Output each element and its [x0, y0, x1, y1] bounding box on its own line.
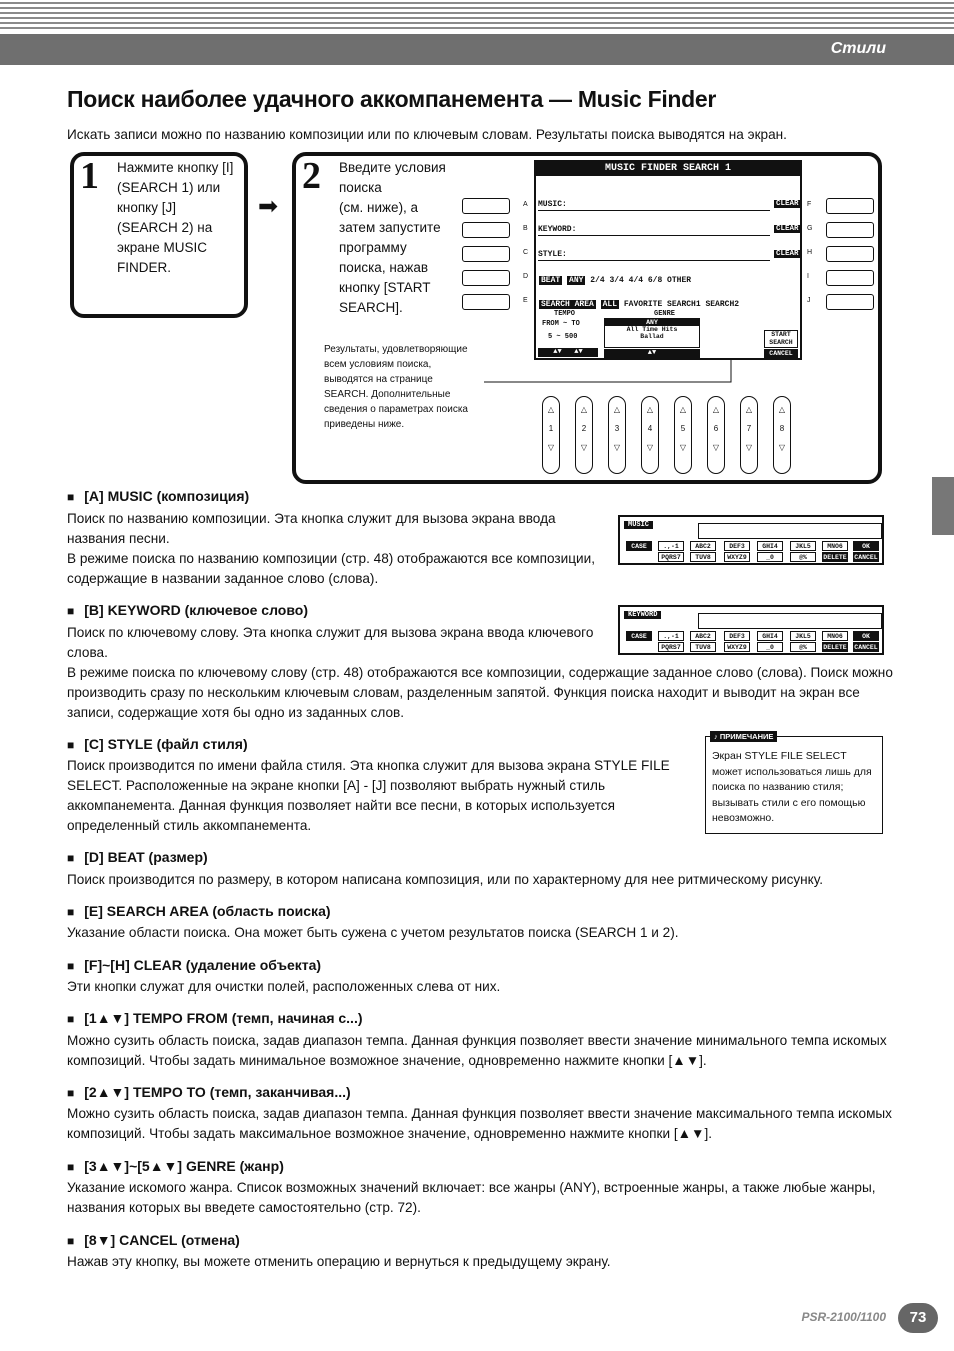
section-tempo-to-head: ■ [2▲▼] TEMPO TO (темп, заканчивая...)	[67, 1084, 351, 1100]
button-b[interactable]	[462, 222, 510, 238]
header-bar	[0, 34, 954, 65]
arrow-right-icon: ➡	[258, 193, 279, 220]
dial-2[interactable]: △ 2 ▽	[575, 396, 593, 474]
dial-8[interactable]: △ 8 ▽	[773, 396, 791, 474]
step2-text: Введите условия поиска (см. ниже), а затем запустите программу поиска, нажав кнопку [START SEARCH].	[339, 160, 446, 315]
section-e-text: Указание области поиска. Она может быть сужена с учетом результатов поиска (SEARCH 1 и 2).	[67, 925, 679, 940]
genre-label: GENRE	[654, 310, 676, 318]
dial-1[interactable]: △ 1 ▽	[542, 396, 560, 474]
beat-any[interactable]: ANY	[569, 276, 584, 285]
side-tab	[932, 477, 954, 535]
dial-6[interactable]: △ 6 ▽	[707, 396, 725, 474]
search-area-row	[539, 300, 739, 309]
beat-label: BEAT	[541, 276, 561, 285]
keyword-keys: CASE .,-1 ABC2 DEF3 GHI4 JKL5 MNO6 OK PQRS7 TUV8 WXYZ9 _0 @% DELETE CANCEL	[620, 629, 882, 653]
lcd-title: MUSIC FINDER SEARCH 1	[536, 162, 800, 176]
keyword-field[interactable]: KEYWORD:	[538, 225, 770, 236]
dial-5[interactable]: △ 5 ▽	[674, 396, 692, 474]
tempo-label: TEMPO	[554, 310, 576, 318]
letter-f: F	[807, 201, 812, 208]
letter-b: B	[523, 225, 528, 232]
section-b-text: Поиск по ключевому слову. Эта кнопка служит для вызова экрана ввода ключевого слова. В режиме поиска по ключевому слову (стр. 48) отображаются все композиции, содержащие заданное слово (слова). Поиск можно производить сразу по нескольким ключевым словам, разделенным запятой. Функция поиска находит и выводит на экран все записи, содержащие хотя бы одно из заданных слов.	[67, 625, 893, 720]
section-title: Стили	[830, 40, 886, 57]
clear-keyword[interactable]: CLEAR	[776, 225, 799, 233]
start-search-button[interactable]: START SEARCH	[764, 330, 798, 348]
tempo-from-to: FROM ~ TO	[542, 320, 580, 328]
tempo-arrows[interactable]: ▲▼ ▲▼	[538, 348, 598, 357]
button-j[interactable]	[826, 294, 874, 310]
letter-h: H	[807, 249, 813, 256]
section-b-head: ■ [B] KEYWORD (ключевое слово)	[67, 602, 308, 618]
section-cancel-head: ■ [8▼] CANCEL (отмена)	[67, 1232, 240, 1248]
section-c-text: Поиск производится по имени файла стиля. Эта кнопка служит для вызова экрана STYLE FILE SELECT. Расположенные на экране кнопки [A] - [J] позволяют выбрать нужный стиль аккомпанемента. Данная функция позволяет найти все песни, в которых используется определенный стиль аккомпанемента.	[67, 758, 670, 833]
section-cancel-text: Нажав эту кнопку, вы можете отменить операцию и вернуться к предыдущему экрану.	[67, 1254, 611, 1269]
button-g[interactable]	[826, 222, 874, 238]
area-all[interactable]: ALL	[602, 300, 618, 309]
dial-4[interactable]: △ 4 ▽	[641, 396, 659, 474]
section-a-head: ■ [A] MUSIC (композиция)	[67, 488, 249, 504]
button-c[interactable]	[462, 246, 510, 262]
tempo-values[interactable]: 5 ~ 500	[548, 333, 578, 341]
dial-7[interactable]: △ 7 ▽	[740, 396, 758, 474]
clear-music[interactable]: CLEAR	[776, 200, 799, 208]
area-options[interactable]: FAVORITE SEARCH1 SEARCH2	[623, 300, 740, 309]
music-keyboard-screen: MUSIC CASE .,-1 ABC2 DEF3 GHI4 JKL5 MNO6 OK PQRS7 TUV8 WXYZ9 _0 @% DELETE CANCEL	[618, 515, 884, 565]
page-title: Поиск наиболее удачного аккомпанемента — Music Finder	[67, 86, 717, 112]
button-i[interactable]	[826, 270, 874, 286]
letter-j: J	[807, 297, 811, 304]
section-d-text: Поиск производится по размеру, в котором написана композиция, или по характерному для нее ритмическому рисунку.	[67, 872, 823, 887]
model-name: PSR-2100/1100	[801, 1310, 886, 1324]
music-keys: CASE .,-1 ABC2 DEF3 GHI4 JKL5 MNO6 OK PQRS7 TUV8 WXYZ9 _0 @% DELETE CANCEL	[620, 539, 882, 563]
section-tempo-from-text: Можно сузить область поиска, задав диапазон темпа. Данная функция позволяет ввести значение минимального темпа искомых композиций. Чтобы задать минимальное возможное значение, одновременно нажмите кнопки [▲▼].	[67, 1033, 887, 1068]
dial-3[interactable]: △ 3 ▽	[608, 396, 626, 474]
beat-options[interactable]: 2/4 3/4 4/4 6/8 OTHER	[590, 276, 692, 285]
keyword-keyboard-screen: KEYWORD CASE .,-1 ABC2 DEF3 GHI4 JKL5 MNO6 OK PQRS7 TUV8 WXYZ9 _0 @% DELETE CANCEL	[618, 605, 884, 655]
step2-number: 2	[302, 155, 321, 197]
button-e[interactable]	[462, 294, 510, 310]
genre-arrows[interactable]: ▲▼	[604, 349, 700, 358]
letter-g: G	[807, 225, 813, 232]
clear-style[interactable]: CLEAR	[776, 250, 799, 258]
lcd-cancel[interactable]: CANCEL	[764, 349, 798, 358]
intro-text: Искать записи можно по названию композиции или по ключевым словам. Результаты поиска выводятся на экран.	[67, 127, 787, 142]
letter-i: I	[807, 273, 809, 280]
page-number: 73	[898, 1303, 938, 1333]
note-text: Экран STYLE FILE SELECT может использоваться лишь для поиска по названию стиля; вызывать стили с его помощью невозможно.	[712, 750, 872, 824]
header-stripes	[0, 0, 954, 34]
section-genre-head: ■ [3▲▼]~[5▲▼] GENRE (жанр)	[67, 1158, 284, 1174]
genre-list[interactable]: ANY All Time Hits Ballad	[604, 318, 700, 348]
step1-number: 1	[80, 155, 99, 197]
note-label: ♪ ПРИМЕЧАНИЕ	[710, 731, 777, 742]
letter-e: E	[523, 297, 528, 304]
beat-row	[539, 276, 691, 285]
button-f[interactable]	[826, 198, 874, 214]
section-fh-head: ■ [F]~[H] CLEAR (удаление объекта)	[67, 957, 321, 973]
section-fh-text: Эти кнопки служат для очистки полей, расположенных слева от них.	[67, 979, 501, 994]
section-genre-text: Указание искомого жанра. Список возможных значений включает: все жанры (ANY), встроенные жанры, а также любые жанры, названия которых вы введете самостоятельно (стр. 72).	[67, 1180, 876, 1215]
step1-text: Нажмите кнопку [I] (SEARCH 1) или кнопку [J] (SEARCH 2) на экране MUSIC FINDER.	[117, 160, 234, 275]
letter-c: C	[523, 249, 529, 256]
letter-d: D	[523, 273, 529, 280]
letter-a: A	[523, 201, 528, 208]
section-c-head: ■ [C] STYLE (файл стиля)	[67, 736, 248, 752]
section-tempo-to-text: Можно сузить область поиска, задав диапазон темпа. Данная функция позволяет ввести значение максимального темпа искомых композиций. Чтобы задать максимальное возможное значение, одновременно нажмите кнопки [▲▼].	[67, 1106, 892, 1141]
music-finder-screen	[534, 160, 802, 360]
step2-caption: Результаты, удовлетворяющие всем условиям поиска, выводятся на странице SEARCH. Дополнительные сведения о параметрах поиска приведены ниже.	[324, 344, 468, 430]
section-d-head: ■ [D] BEAT (размер)	[67, 849, 208, 865]
button-a[interactable]	[462, 198, 510, 214]
search-area-label: SEARCH AREA	[541, 300, 594, 309]
section-tempo-from-head: ■ [1▲▼] TEMPO FROM (темп, начиная с...)	[67, 1010, 363, 1026]
music-field[interactable]: MUSIC:	[538, 200, 770, 211]
style-field[interactable]: STYLE:	[538, 250, 770, 261]
button-d[interactable]	[462, 270, 510, 286]
section-a-text: Поиск по названию композиции. Эта кнопка служит для вызова экрана ввода названия песни. В режиме поиска по названию композиции (стр. 48) отображаются все композиции, содержащие в названии заданное слово (слова).	[67, 511, 595, 586]
button-h[interactable]	[826, 246, 874, 262]
section-e-head: ■ [E] SEARCH AREA (область поиска)	[67, 903, 331, 919]
